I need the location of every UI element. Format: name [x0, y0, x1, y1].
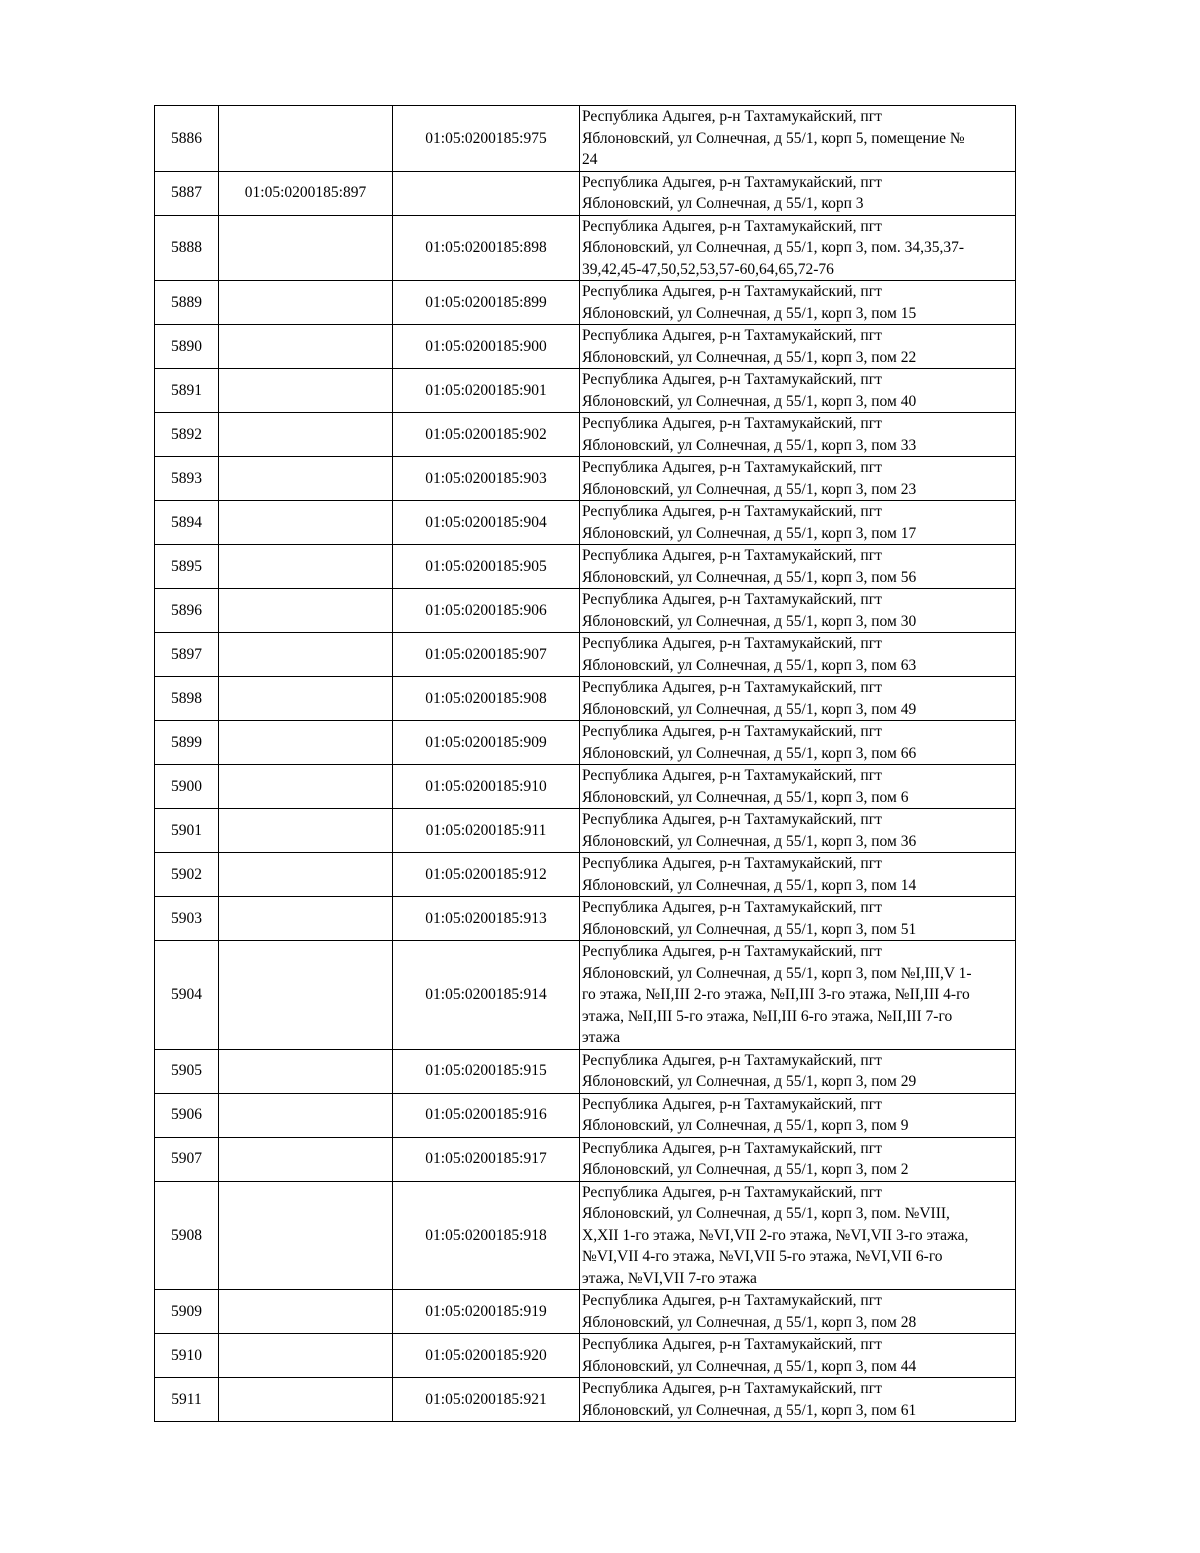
included-cadastral-number-cell: 01:05:0200185:916: [393, 1093, 580, 1137]
address-cell: [580, 897, 1016, 941]
table-row: [155, 545, 1016, 589]
address-line: Яблоновский, ул Солнечная, д 55/1, корп 3, пом 23: [582, 480, 917, 498]
address-line: Яблоновский, ул Солнечная, д 55/1, корп 3, пом 61: [582, 1401, 917, 1419]
address-line: Яблоновский, ул Солнечная, д 55/1, корп 5, помещение №: [582, 129, 965, 147]
row-number-cell: 5908: [155, 1181, 219, 1290]
table-row: [155, 171, 1016, 215]
cadastral-number-cell: [219, 281, 393, 325]
included-cadastral-number-cell: 01:05:0200185:920: [393, 1334, 580, 1378]
table-row: [155, 853, 1016, 897]
address-line: Республика Адыгея, р-н Тахтамукайский, пгт: [582, 217, 882, 235]
table-row: [155, 1049, 1016, 1093]
address-line: Яблоновский, ул Солнечная, д 55/1, корп 3, пом. №VIII,: [582, 1205, 950, 1222]
row-number-cell: 5903: [155, 897, 219, 941]
address-line: Республика Адыгея, р-н Тахтамукайский, пгт: [582, 899, 882, 916]
address-cell: [580, 1049, 1016, 1093]
table-row: [155, 941, 1016, 1050]
row-number-cell: 5910: [155, 1334, 219, 1378]
address-line: Республика Адыгея, р-н Тахтамукайский, пгт: [582, 459, 882, 476]
included-cadastral-number-cell: 01:05:0200185:901: [393, 369, 580, 413]
address-line: Республика Адыгея, р-н Тахтамукайский, пгт: [582, 943, 882, 960]
address-cell: [580, 325, 1016, 369]
address-cell: [580, 281, 1016, 325]
address-line: Яблоновский, ул Солнечная, д 55/1, корп 3, пом 22: [582, 348, 917, 366]
table-row: [155, 1290, 1016, 1334]
row-number-cell: 5898: [155, 677, 219, 721]
row-number-cell: 5888: [155, 215, 219, 281]
row-number-cell: 5904: [155, 941, 219, 1050]
included-cadastral-number-cell: 01:05:0200185:917: [393, 1137, 580, 1181]
row-number-cell: 5895: [155, 545, 219, 589]
address-cell: [580, 677, 1016, 721]
cadastral-number-cell: [219, 1378, 393, 1422]
address-line: Яблоновский, ул Солнечная, д 55/1, корп 3, пом 49: [582, 700, 917, 718]
address-line: Яблоновский, ул Солнечная, д 55/1, корп 3, пом 30: [582, 612, 917, 630]
address-cell: [580, 1334, 1016, 1378]
row-number-cell: 5893: [155, 457, 219, 501]
cadastral-number-cell: [219, 677, 393, 721]
cadastral-number-cell: [219, 413, 393, 457]
address-line: Республика Адыгея, р-н Тахтамукайский, пгт: [582, 1336, 882, 1353]
address-cell: [580, 1093, 1016, 1137]
cadastral-number-cell: [219, 721, 393, 765]
cadastral-number-cell: [219, 457, 393, 501]
included-cadastral-number-cell: 01:05:0200185:975: [393, 106, 580, 172]
address-line: Республика Адыгея, р-н Тахтамукайский, пгт: [582, 811, 882, 828]
address-line: Яблоновский, ул Солнечная, д 55/1, корп 3, пом 29: [582, 1073, 917, 1090]
included-cadastral-number-cell: 01:05:0200185:899: [393, 281, 580, 325]
address-cell: [580, 171, 1016, 215]
cadastral-number-cell: [219, 106, 393, 172]
address-line: Яблоновский, ул Солнечная, д 55/1, корп 3, пом 28: [582, 1313, 917, 1331]
registry-table-body: [155, 106, 1016, 1422]
address-line: Республика Адыгея, р-н Тахтамукайский, пгт: [582, 1139, 882, 1157]
included-cadastral-number-cell: 01:05:0200185:913: [393, 897, 580, 941]
address-line: Республика Адыгея, р-н Тахтамукайский, пгт: [582, 173, 882, 191]
address-line: Республика Адыгея, р-н Тахтамукайский, пгт: [582, 1095, 882, 1113]
included-cadastral-number-cell: 01:05:0200185:906: [393, 589, 580, 633]
address-line: Республика Адыгея, р-н Тахтамукайский, пгт: [582, 591, 882, 608]
address-cell: [580, 215, 1016, 281]
table-row: [155, 1093, 1016, 1137]
cadastral-number-cell: [219, 897, 393, 941]
table-row: [155, 1334, 1016, 1378]
address-line: Яблоновский, ул Солнечная, д 55/1, корп 3, пом 6: [582, 788, 909, 806]
address-line: Яблоновский, ул Солнечная, д 55/1, корп 3, пом 14: [582, 876, 917, 894]
address-line: Яблоновский, ул Солнечная, д 55/1, корп 3, пом 40: [582, 392, 917, 410]
cadastral-number-cell: [219, 1290, 393, 1334]
table-row: [155, 325, 1016, 369]
table-row: [155, 589, 1016, 633]
address-cell: [580, 413, 1016, 457]
table-row: [155, 1181, 1016, 1290]
included-cadastral-number-cell: 01:05:0200185:902: [393, 413, 580, 457]
included-cadastral-number-cell: 01:05:0200185:912: [393, 853, 580, 897]
included-cadastral-number-cell: 01:05:0200185:907: [393, 633, 580, 677]
table-row: [155, 1137, 1016, 1181]
included-cadastral-number-cell: 01:05:0200185:915: [393, 1049, 580, 1093]
address-cell: [580, 106, 1016, 172]
table-row: [155, 281, 1016, 325]
included-cadastral-number-cell: 01:05:0200185:918: [393, 1181, 580, 1290]
address-line: Республика Адыгея, р-н Тахтамукайский, пгт: [582, 1183, 882, 1201]
address-line: Республика Адыгея, р-н Тахтамукайский, пгт: [582, 503, 882, 520]
address-line: Яблоновский, ул Солнечная, д 55/1, корп 3, пом 33: [582, 436, 917, 454]
table-row: [155, 369, 1016, 413]
address-line: Республика Адыгея, р-н Тахтамукайский, пгт: [582, 327, 882, 344]
included-cadastral-number-cell: 01:05:0200185:908: [393, 677, 580, 721]
cadastral-number-cell: [219, 501, 393, 545]
included-cadastral-number-cell: 01:05:0200185:904: [393, 501, 580, 545]
table-row: [155, 413, 1016, 457]
row-number-cell: 5901: [155, 809, 219, 853]
table-row: [155, 106, 1016, 172]
cadastral-number-cell: [219, 809, 393, 853]
cadastral-number-cell: [219, 545, 393, 589]
address-line: Яблоновский, ул Солнечная, д 55/1, корп 3, пом 44: [582, 1357, 917, 1375]
address-line: Республика Адыгея, р-н Тахтамукайский, пгт: [582, 283, 882, 300]
cadastral-number-cell: [219, 325, 393, 369]
address-cell: [580, 1290, 1016, 1334]
address-line: Яблоновский, ул Солнечная, д 55/1, корп 3, пом 2: [582, 1161, 909, 1178]
table-row: [155, 897, 1016, 941]
address-cell: [580, 369, 1016, 413]
row-number-cell: 5889: [155, 281, 219, 325]
address-line: Республика Адыгея, р-н Тахтамукайский, пгт: [582, 723, 882, 740]
address-cell: [580, 1181, 1016, 1290]
row-number-cell: 5894: [155, 501, 219, 545]
address-line: Республика Адыгея, р-н Тахтамукайский, пгт: [582, 767, 882, 784]
registry-table: [154, 105, 1016, 1422]
address-line: этажа, №II,III 5-го этажа, №II,III 6-го этажа, №II,III 7-го: [582, 1007, 953, 1025]
included-cadastral-number-cell: 01:05:0200185:919: [393, 1290, 580, 1334]
row-number-cell: 5906: [155, 1093, 219, 1137]
row-number-cell: 5892: [155, 413, 219, 457]
address-cell: [580, 721, 1016, 765]
address-cell: [580, 1137, 1016, 1181]
included-cadastral-number-cell: 01:05:0200185:905: [393, 545, 580, 589]
address-cell: [580, 853, 1016, 897]
address-line: Республика Адыгея, р-н Тахтамукайский, пгт: [582, 547, 882, 564]
address-cell: [580, 765, 1016, 809]
table-row: [155, 721, 1016, 765]
included-cadastral-number-cell: 01:05:0200185:911: [393, 809, 580, 853]
address-line: Яблоновский, ул Солнечная, д 55/1, корп 3, пом. 34,35,37-: [582, 239, 964, 256]
address-line: Республика Адыгея, р-н Тахтамукайский, пгт: [582, 1051, 882, 1069]
table-row: [155, 1378, 1016, 1422]
cadastral-number-cell: [219, 1093, 393, 1137]
address-line: Яблоновский, ул Солнечная, д 55/1, корп 3, пом 17: [582, 524, 917, 542]
address-line: Республика Адыгея, р-н Тахтамукайский, пгт: [582, 855, 882, 872]
included-cadastral-number-cell: 01:05:0200185:914: [393, 941, 580, 1050]
address-line: Яблоновский, ул Солнечная, д 55/1, корп 3: [582, 195, 864, 212]
row-number-cell: 5897: [155, 633, 219, 677]
table-row: [155, 809, 1016, 853]
row-number-cell: 5890: [155, 325, 219, 369]
address-line: Яблоновский, ул Солнечная, д 55/1, корп 3, пом №I,III,V 1-: [582, 964, 972, 982]
address-cell: [580, 545, 1016, 589]
address-line: X,XII 1-го этажа, №VI,VII 2-го этажа, №VI,VII 3-го этажа,: [582, 1226, 969, 1244]
address-line: Республика Адыгея, р-н Тахтамукайский, пгт: [582, 635, 882, 652]
cadastral-number-cell: [219, 589, 393, 633]
row-number-cell: 5891: [155, 369, 219, 413]
address-line: этажа, №VI,VII 7-го этажа: [582, 1269, 757, 1287]
address-cell: [580, 809, 1016, 853]
cadastral-number-cell: [219, 765, 393, 809]
table-row: [155, 501, 1016, 545]
address-line: го этажа, №II,III 2-го этажа, №II,III 3-го этажа, №II,III 4-го: [582, 986, 970, 1003]
cadastral-number-cell: [219, 853, 393, 897]
address-line: Республика Адыгея, р-н Тахтамукайский, пгт: [582, 371, 882, 388]
address-line: №VI,VII 4-го этажа, №VI,VII 5-го этажа, №VI,VII 6-го: [582, 1248, 943, 1265]
cadastral-number-cell: [219, 1137, 393, 1181]
address-line: Республика Адыгея, р-н Тахтамукайский, пгт: [582, 108, 882, 125]
address-line: 24: [582, 151, 598, 168]
address-line: Республика Адыгея, р-н Тахтамукайский, пгт: [582, 1292, 882, 1309]
address-line: Яблоновский, ул Солнечная, д 55/1, корп 3, пом 15: [582, 304, 917, 322]
address-line: этажа: [582, 1029, 621, 1046]
address-cell: [580, 457, 1016, 501]
included-cadastral-number-cell: 01:05:0200185:900: [393, 325, 580, 369]
address-cell: [580, 501, 1016, 545]
cadastral-number-cell: [219, 215, 393, 281]
row-number-cell: 5899: [155, 721, 219, 765]
row-number-cell: 5896: [155, 589, 219, 633]
cadastral-number-cell: [219, 941, 393, 1050]
included-cadastral-number-cell: 01:05:0200185:903: [393, 457, 580, 501]
address-line: Республика Адыгея, р-н Тахтамукайский, пгт: [582, 1380, 882, 1397]
address-cell: [580, 589, 1016, 633]
table-row: [155, 765, 1016, 809]
address-line: Яблоновский, ул Солнечная, д 55/1, корп 3, пом 51: [582, 920, 917, 938]
row-number-cell: 5911: [155, 1378, 219, 1422]
cadastral-number-cell: [219, 369, 393, 413]
address-line: Республика Адыгея, р-н Тахтамукайский, пгт: [582, 679, 882, 696]
row-number-cell: 5900: [155, 765, 219, 809]
address-cell: [580, 633, 1016, 677]
row-number-cell: 5909: [155, 1290, 219, 1334]
included-cadastral-number-cell: 01:05:0200185:921: [393, 1378, 580, 1422]
included-cadastral-number-cell: 01:05:0200185:910: [393, 765, 580, 809]
address-line: Яблоновский, ул Солнечная, д 55/1, корп 3, пом 56: [582, 568, 917, 586]
address-line: Яблоновский, ул Солнечная, д 55/1, корп 3, пом 66: [582, 744, 917, 762]
included-cadastral-number-cell: 01:05:0200185:898: [393, 215, 580, 281]
address-line: Яблоновский, ул Солнечная, д 55/1, корп 3, пом 36: [582, 832, 917, 850]
address-line: 39,42,45-47,50,52,53,57-60,64,65,72-76: [582, 260, 834, 278]
cadastral-number-cell: [219, 1181, 393, 1290]
row-number-cell: 5886: [155, 106, 219, 172]
row-number-cell: 5887: [155, 171, 219, 215]
table-row: [155, 633, 1016, 677]
cadastral-number-cell: [219, 633, 393, 677]
table-row: [155, 457, 1016, 501]
address-line: Яблоновский, ул Солнечная, д 55/1, корп 3, пом 63: [582, 656, 917, 674]
table-row: [155, 677, 1016, 721]
row-number-cell: 5907: [155, 1137, 219, 1181]
cadastral-number-cell: [219, 1049, 393, 1093]
address-line: Республика Адыгея, р-н Тахтамукайский, пгт: [582, 415, 882, 432]
included-cadastral-number-cell: 01:05:0200185:909: [393, 721, 580, 765]
row-number-cell: 5902: [155, 853, 219, 897]
table-row: [155, 215, 1016, 281]
cadastral-number-cell: [219, 1334, 393, 1378]
address-cell: [580, 941, 1016, 1050]
cadastral-number-cell: 01:05:0200185:897: [219, 171, 393, 215]
included-cadastral-number-cell: [393, 171, 580, 215]
address-line: Яблоновский, ул Солнечная, д 55/1, корп 3, пом 9: [582, 1117, 909, 1134]
row-number-cell: 5905: [155, 1049, 219, 1093]
address-cell: [580, 1378, 1016, 1422]
